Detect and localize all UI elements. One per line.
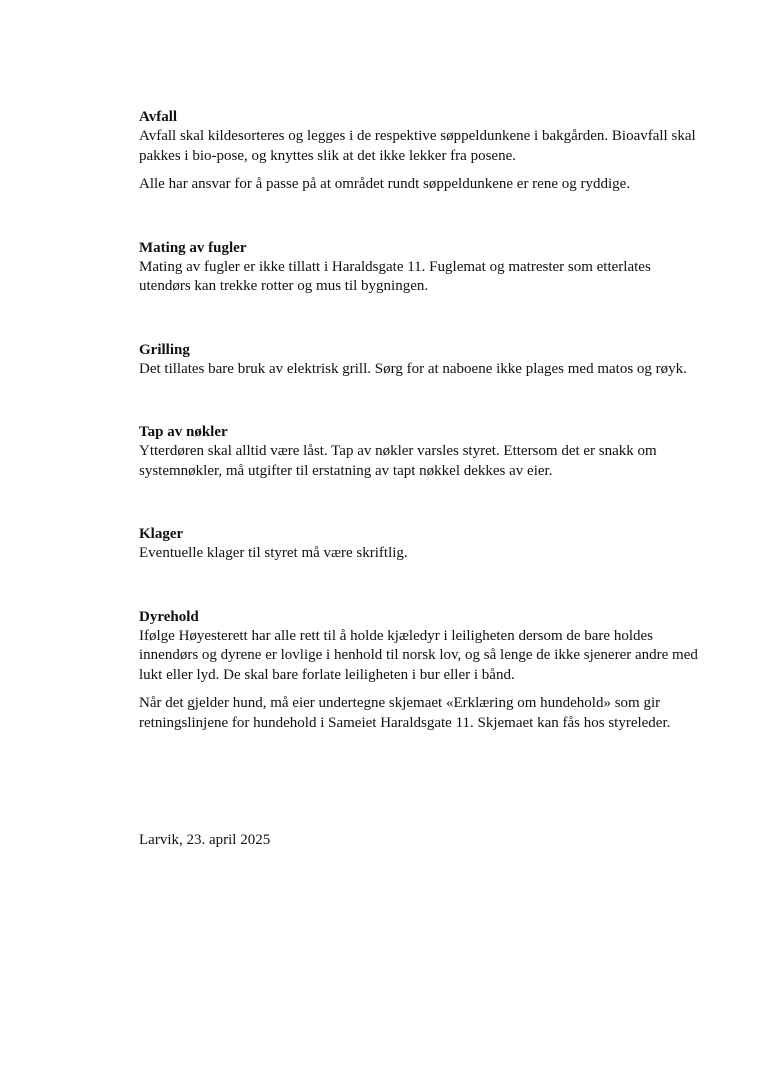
- section-avfall: [139, 108, 704, 195]
- signature-place-date: Larvik, 23. april 2025: [139, 832, 271, 848]
- section-paragraph: Avfall skal kildesorteres og legges i de respektive søppeldunkene i bakgården. Bioavfall skal pakkes i bio-pose, og knyttes slik at det ikke lekker fra posene.: [139, 128, 696, 164]
- section-heading: Dyrehold: [139, 608, 199, 625]
- section-paragraph: Alle har ansvar for å passe på at området rundt søppeldunkene er rene og ryddige.: [139, 176, 631, 192]
- section-spacer: [139, 297, 704, 341]
- section-spacer: [139, 481, 704, 525]
- section-paragraph: Det tillates bare bruk av elektrisk grill. Sørg for at naboene ikke plages med matos og røyk.: [139, 360, 687, 377]
- section-paragraph: Når det gjelder hund, må eier undertegne skjemaet «Erklæring om hundehold» som gir retningslinjene for hundehold i Sameiet Haraldsgate 11. Skjemaet kan fås hos styreleder.: [139, 695, 671, 731]
- section-paragraph: Ifølge Høyesterett har alle rett til å holde kjæledyr i leiligheten dersom de bare holdes innendørs og dyrene er lovlige i henhold til norsk lov, og så lenge de ikke sjenerer andre med lukt eller lyd. De skal bare forlate leiligheten i bur eller i bånd.: [139, 627, 698, 683]
- section-paragraph: Ytterdøren skal alltid være låst. Tap av nøkler varsles styret. Ettersom det er snakk om systemnøkler, må utgifter til erstatning av tapt nøkkel dekkes av eier.: [139, 443, 657, 479]
- section-heading: Tap av nøkler: [139, 424, 228, 440]
- section-heading: Mating av fugler: [139, 239, 247, 256]
- section-paragraph: Mating av fugler er ikke tillatt i Haraldsgate 11. Fuglemat og matrester som etterlates utendørs kan trekke rotter og mus til bygningen.: [139, 258, 651, 294]
- section-dyrehold: [139, 608, 704, 734]
- section-spacer: [139, 195, 704, 239]
- section-tap-av-nokler: [139, 423, 704, 481]
- section-paragraph: Eventuelle klager til styret må være skriftlig.: [139, 545, 408, 561]
- section-spacer: [139, 564, 704, 608]
- section-klager: [139, 525, 704, 564]
- section-spacer: [139, 379, 704, 423]
- section-heading: Avfall: [139, 109, 178, 125]
- section-heading: Grilling: [139, 341, 190, 358]
- section-grilling: [139, 341, 704, 380]
- section-mating-av-fugler: [139, 239, 704, 297]
- document-body: [139, 108, 704, 733]
- section-heading: Klager: [139, 526, 184, 542]
